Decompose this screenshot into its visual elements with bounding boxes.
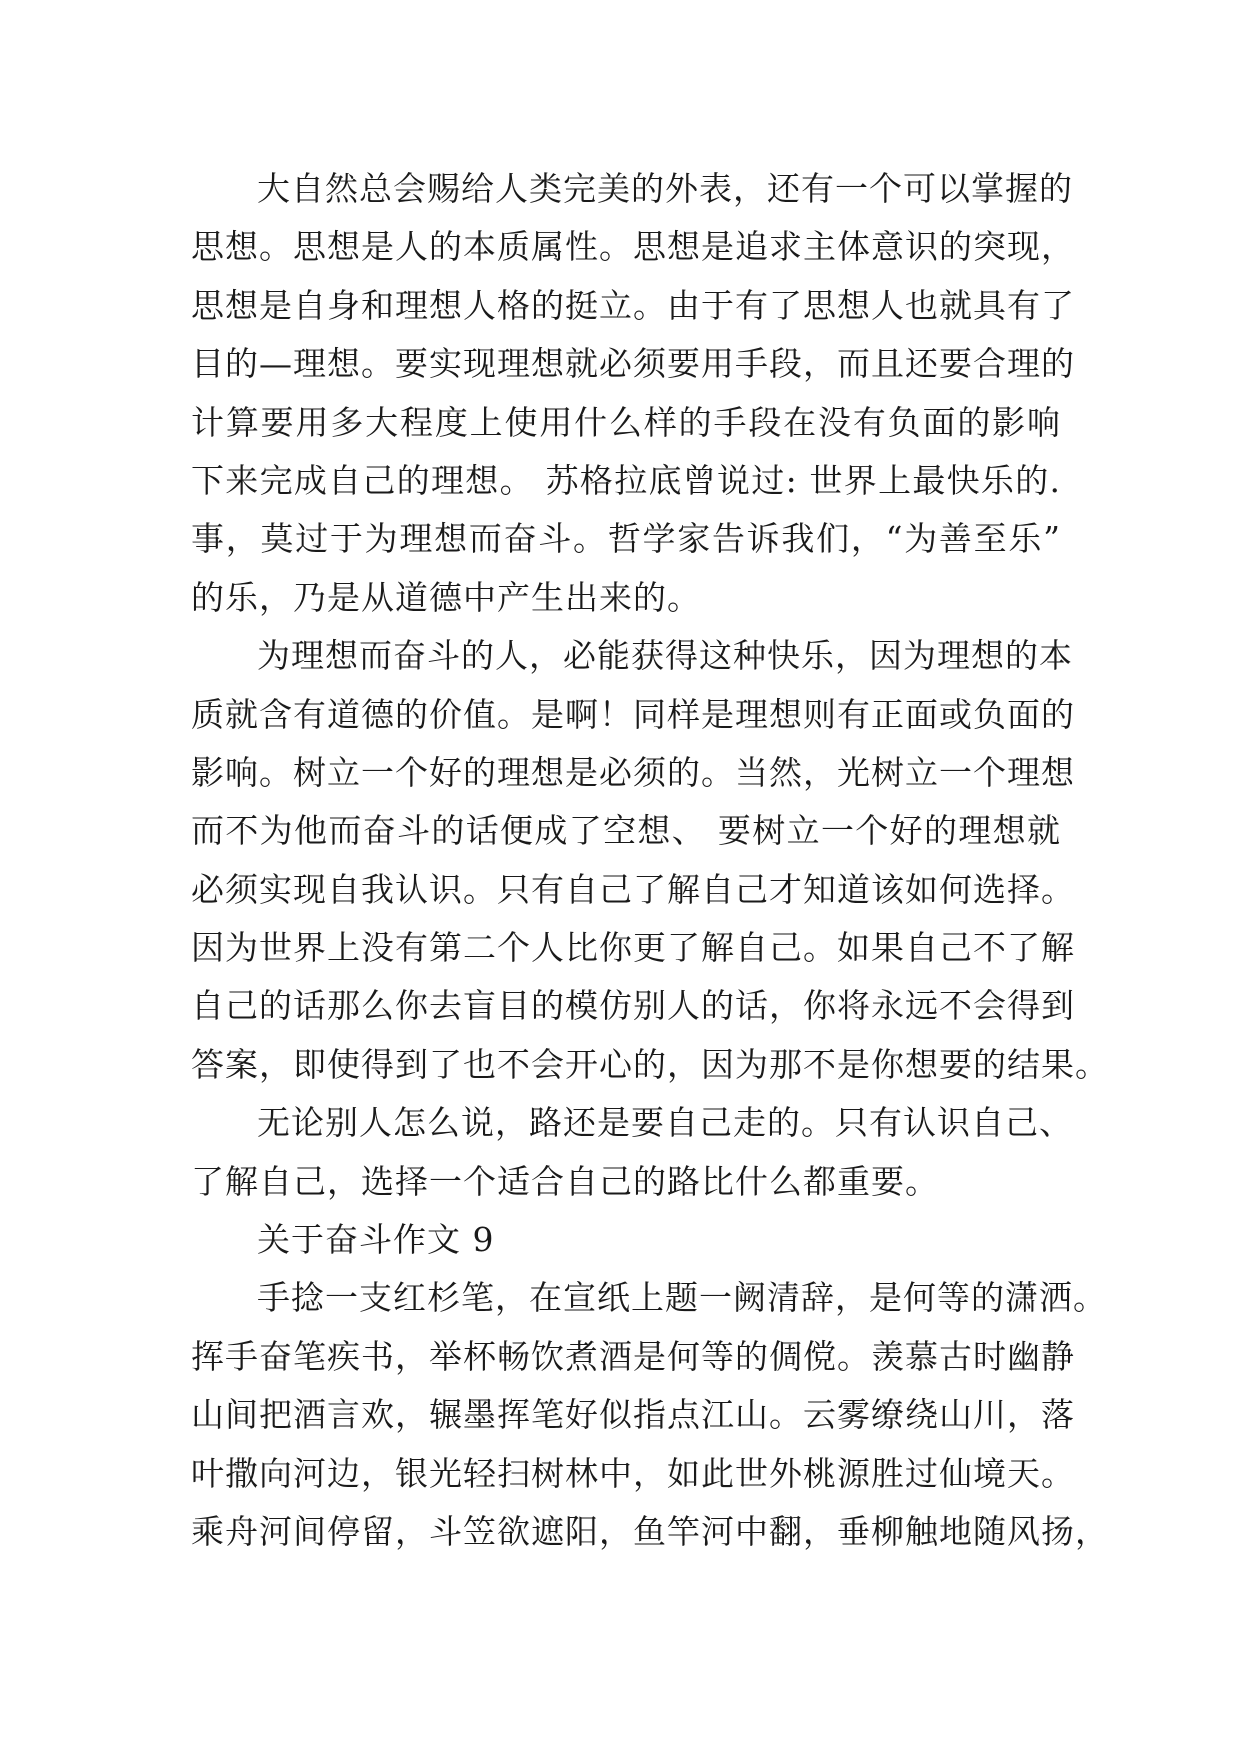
text-line: 山间把酒言欢，辗墨挥笔好似指点江山。云雾缭绕山川，落	[191, 1395, 1075, 1435]
text-line: 事，莫过于为理想而奋斗。哲学家告诉我们，“为善至乐”	[191, 519, 1061, 559]
text-line: 大自然总会赐给人类完美的外表，还有一个可以掌握的	[257, 169, 1073, 208]
text-line: 自己的话那么你去盲目的模仿别人的话，你将永远不会得到	[191, 986, 1075, 1026]
text-line: 思想是自身和理想人格的挺立。由于有了思想人也就具有了	[191, 285, 1075, 325]
text-line: 关于奋斗作文 9	[257, 1220, 495, 1260]
text-line: 下来完成自己的理想。 苏格拉底曾说过: 世界上最快乐的.	[191, 460, 1061, 500]
text-line: 的乐，乃是从道德中产生出来的。	[191, 577, 701, 617]
text-line: 无论别人怎么说，路还是要自己走的。只有认识自己、	[257, 1103, 1073, 1143]
text-line: 影响。树立一个好的理想是必须的。当然，光树立一个理想	[191, 752, 1075, 792]
text-line: 思想。思想是人的本质属性。思想是追求主体意识的突现，	[191, 227, 1075, 267]
text-line: 挥手奋笔疾书，举杯畅饮煮酒是何等的倜傥。羡慕古时幽静	[191, 1336, 1075, 1376]
text-line: 答案，即使得到了也不会开心的，因为那不是你想要的结果。	[191, 1044, 1109, 1084]
text-line: 而不为他而奋斗的话便成了空想、 要树立一个好的理想就	[191, 811, 1061, 851]
text-line: 目的—理想。要实现理想就必须要用手段，而且还要合理的	[191, 344, 1075, 384]
text-line: 计算要用多大程度上使用什么样的手段在没有负面的影响	[191, 402, 1061, 442]
text-line: 质就含有道德的价值。是啊！同样是理想则有正面或负面的	[191, 694, 1075, 734]
text-line: 了解自己，选择一个适合自己的路比什么都重要。	[191, 1161, 939, 1201]
text-line: 手捻一支红杉笔，在宣纸上题一阙清辞，是何等的潇洒。	[257, 1278, 1107, 1318]
text-line: 乘舟河间停留，斗笠欲遮阳，鱼竿河中翻，垂柳触地随风扬，	[191, 1511, 1109, 1551]
essay-text	[191, 160, 1109, 1561]
text-line: 为理想而奋斗的人，必能获得这种快乐，因为理想的本	[257, 636, 1073, 676]
text-line: 因为世界上没有第二个人比你更了解自己。如果自己不了解	[191, 928, 1075, 968]
text-line: 必须实现自我认识。只有自己了解自己才知道该如何选择。	[191, 869, 1075, 909]
text-line: 叶撒向河边，银光轻扫树林中，如此世外桃源胜过仙境天。	[191, 1453, 1075, 1493]
